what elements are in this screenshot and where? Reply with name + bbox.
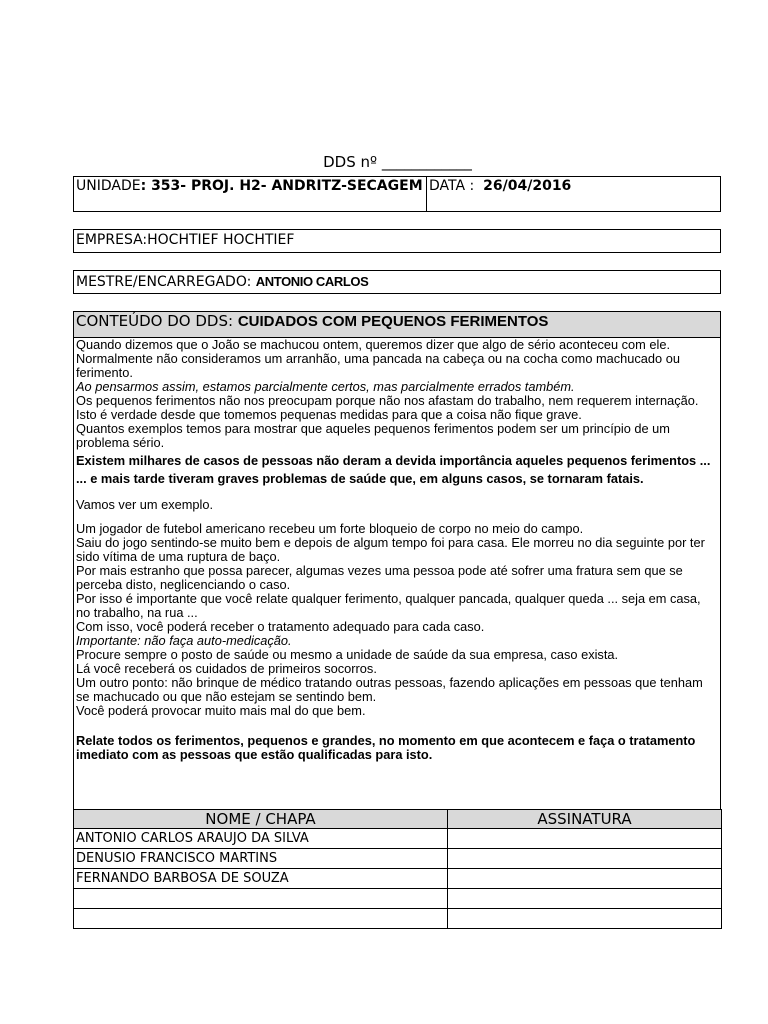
content-body — [74, 338, 720, 762]
signature-cell[interactable] — [448, 889, 722, 909]
paragraph: Os pequenos ferimentos não nos preocupam porque não nos afastam do trabalho, nem requerem internação. — [76, 393, 699, 408]
paragraph: Lá você receberá os cuidados de primeiros socorros. — [76, 661, 377, 676]
paragraph: Relate todos os ferimentos, pequenos e grandes, no momento em que acontecem e faça o tratamento imediato com as pessoas que estão qualificadas para isto. — [76, 733, 696, 762]
content-title: CUIDADOS COM PEQUENOS FERIMENTOS — [237, 313, 549, 330]
content-header — [74, 312, 720, 338]
name-cell: DENUSIO FRANCISCO MARTINS — [74, 849, 448, 869]
name-cell[interactable] — [74, 909, 448, 929]
content-label: CONTEÚDO DO DDS: — [76, 312, 234, 330]
paragraph: ... e mais tarde tiveram graves problemas de saúde que, em alguns casos, se tornaram fatais. — [76, 471, 644, 486]
column-header-nome: NOME / CHAPA — [74, 810, 448, 829]
mestre-label: MESTRE/ENCARREGADO: — [76, 274, 252, 290]
dds-number-heading: DDS nº ____________ — [323, 153, 472, 171]
paragraph: Isto é verdade desde que tomemos pequenas medidas para que a coisa não fique grave. — [76, 407, 582, 422]
mestre-value: ANTONIO CARLOS — [255, 274, 369, 289]
paragraph: Por isso é importante que você relate qualquer ferimento, qualquer pancada, qualquer queda ... seja em casa, no trabalho, na rua ... — [76, 591, 701, 620]
empresa-field: EMPRESA:HOCHTIEF HOCHTIEF — [73, 229, 721, 253]
date-value: 26/04/2016 — [483, 178, 572, 194]
table-row — [74, 849, 722, 869]
column-header-assinatura: ASSINATURA — [448, 810, 722, 829]
paragraph: Quando dizemos que o João se machucou ontem, queremos dizer que algo de sério aconteceu com ele. — [76, 337, 670, 352]
paragraph: Normalmente não consideramos um arranhão, uma pancada na cabeça ou na cocha como machucado ou ferimento. — [76, 351, 680, 380]
name-cell[interactable] — [74, 889, 448, 909]
table-row — [74, 869, 722, 889]
mestre-field — [73, 270, 721, 294]
table-row — [74, 909, 722, 929]
paragraph: Importante: não faça auto-medicação. — [76, 633, 292, 648]
paragraph: Ao pensarmos assim, estamos parcialmente certos, mas parcialmente errados também. — [76, 379, 575, 394]
signature-cell[interactable] — [448, 849, 722, 869]
paragraph: Procure sempre o posto de saúde ou mesmo a unidade de saúde da sua empresa, caso exista. — [76, 647, 619, 662]
table-header-row — [74, 810, 722, 829]
paragraph: Existem milhares de casos de pessoas não deram a devida importância aqueles pequenos ferimentos ... — [76, 453, 711, 468]
signature-table — [73, 809, 722, 929]
paragraph: Quantos exemplos temos para mostrar que aqueles pequenos ferimentos podem ser um princípio de um problema sério. — [76, 421, 670, 450]
date-cell — [427, 177, 720, 211]
paragraph: Com isso, você poderá receber o tratamento adequado para cada caso. — [76, 619, 485, 634]
paragraph: Vamos ver um exemplo. — [76, 497, 214, 512]
paragraph: Você poderá provocar muito mais mal do que bem. — [76, 703, 366, 718]
paragraph: Um jogador de futebol americano recebeu um forte bloqueio de corpo no meio do campo. — [76, 521, 584, 536]
date-label: DATA : — [429, 178, 475, 194]
signature-cell[interactable] — [448, 829, 722, 849]
dds-content-section — [73, 311, 721, 810]
unidade-label: UNIDADE — [76, 178, 141, 194]
table-row — [74, 829, 722, 849]
unit-date-row — [73, 176, 721, 212]
table-row — [74, 889, 722, 909]
paragraph: Por mais estranho que possa parecer, algumas vezes uma pessoa pode até sofrer uma fratura sem que se perceba disto, neglicenciando o caso. — [76, 563, 683, 592]
paragraph: Um outro ponto: não brinque de médico tratando outras pessoas, fazendo aplicações em pessoas que tenham se machucado ou que não estejam se sentindo bem. — [76, 675, 703, 704]
unidade-value: : 353- PROJ. H2- ANDRITZ-SECAGEM — [140, 178, 423, 194]
signature-cell[interactable] — [448, 909, 722, 929]
paragraph: Saiu do jogo sentindo-se muito bem e depois de algum tempo foi para casa. Ele morreu no dia seguinte por ter sido vítima de uma ruptura de baço. — [76, 535, 705, 564]
name-cell: FERNANDO BARBOSA DE SOUZA — [74, 869, 448, 889]
name-cell: ANTONIO CARLOS ARAUJO DA SILVA — [74, 829, 448, 849]
unidade-cell — [74, 177, 427, 211]
signature-cell[interactable] — [448, 869, 722, 889]
